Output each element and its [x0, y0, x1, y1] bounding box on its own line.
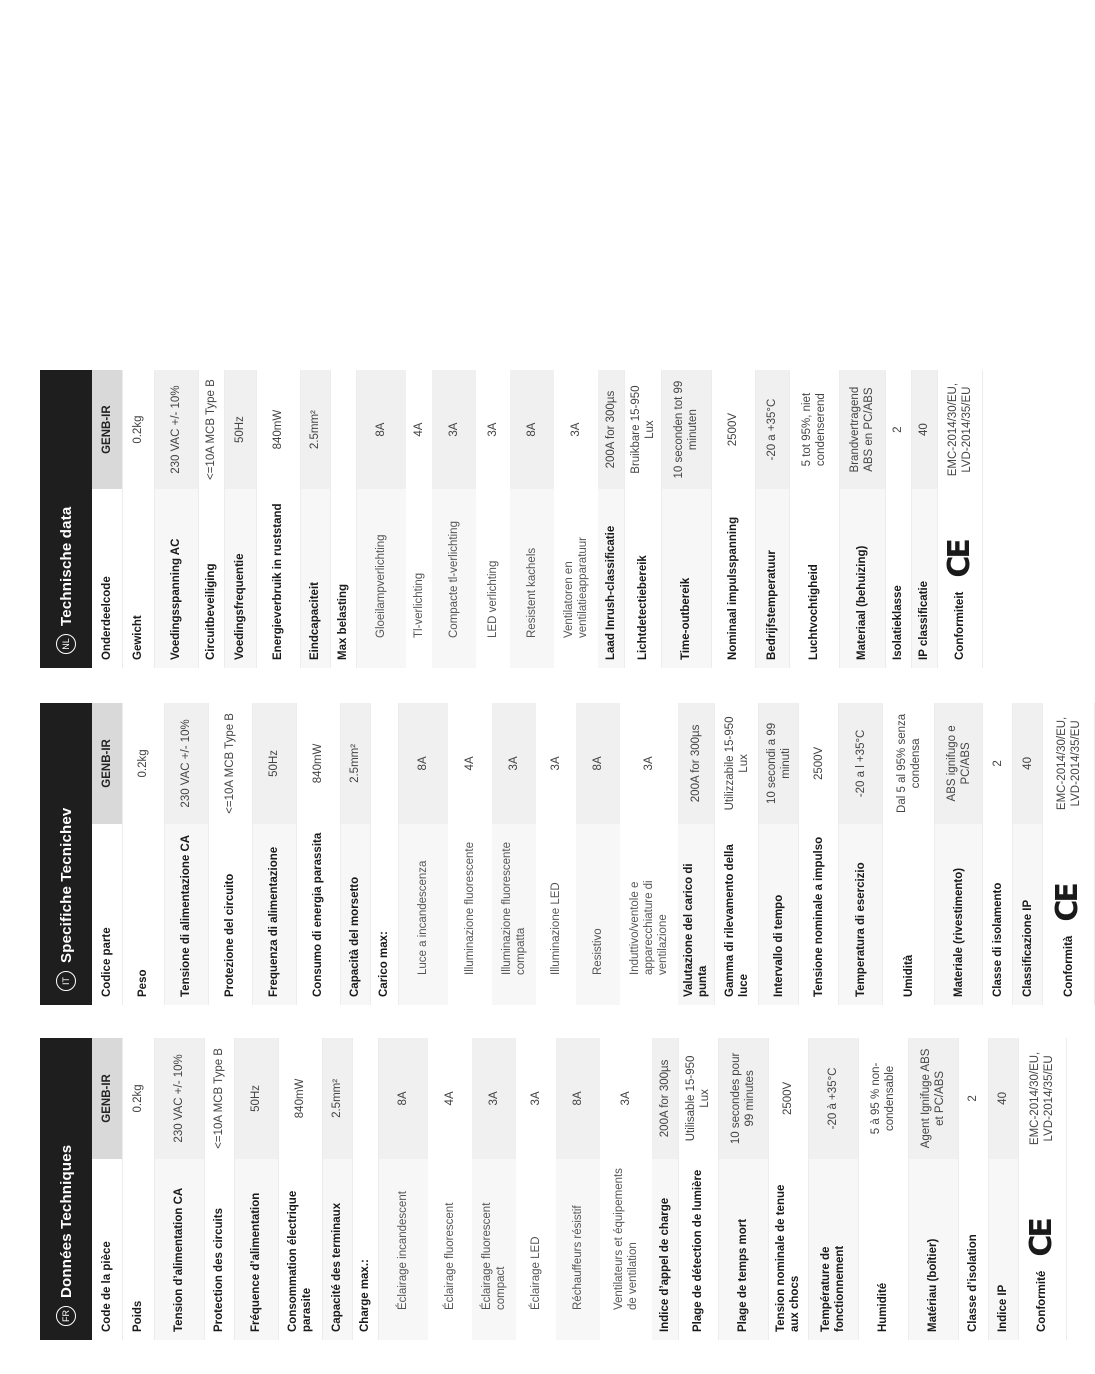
spec-label: Consumo di energia parassita	[296, 824, 340, 1005]
spec-value: ABS ignifugo e PC/ABS	[935, 703, 983, 824]
spec-sub-label: Éclairage fluorescent compact	[472, 1159, 516, 1340]
spec-label-cell	[937, 489, 983, 668]
ce-mark-icon: CE	[1050, 885, 1086, 922]
spec-value: 3A	[549, 756, 562, 771]
spec-value: 8A	[576, 703, 620, 824]
spec-sub-label: Luce a incandescenza	[398, 824, 448, 1005]
spec-sub-label: Éclairage fluorescent	[443, 1202, 456, 1310]
spec-value: <=10A MCB Type B	[204, 1038, 234, 1159]
spec-label: Gewicht	[122, 489, 154, 668]
spec-value: 8A	[356, 370, 406, 489]
spec-sub-label: Éclairage LED	[529, 1236, 542, 1310]
spec-label: Classificazione IP	[1013, 824, 1043, 1005]
spec-label: Code de la pièce	[92, 1159, 122, 1340]
spec-label: Capacità del morsetto	[340, 824, 370, 1005]
spec-row	[296, 703, 340, 1005]
spec-row	[808, 1038, 858, 1340]
spec-label: Materiale (rivestimento)	[935, 824, 983, 1005]
spec-panel-fr	[40, 1038, 1059, 1340]
spec-row	[476, 370, 510, 668]
spec-label: Plage de détection de lumière	[678, 1159, 718, 1340]
spec-row	[406, 370, 432, 668]
spec-value: 40	[988, 1038, 1018, 1159]
spec-value	[330, 370, 356, 489]
spec-row	[556, 1038, 600, 1340]
spec-row	[356, 370, 406, 668]
spec-label: Onderdeelcode	[92, 489, 122, 668]
spec-label: Carico max:	[370, 824, 398, 1005]
spec-value: 3A	[529, 1091, 542, 1106]
spec-label: Tensione nominale a impulso	[799, 824, 839, 1005]
spec-row	[224, 370, 256, 668]
spec-value: 840mW	[296, 703, 340, 824]
spec-label: Intervallo di tempo	[759, 824, 799, 1005]
spec-label: Conformité	[1035, 1270, 1048, 1332]
spec-label: Indice IP	[988, 1159, 1018, 1340]
spec-value: 200A for 300µs	[678, 703, 715, 824]
spec-row	[958, 1038, 988, 1340]
spec-row	[378, 1038, 428, 1340]
spec-value: 4A	[412, 422, 425, 437]
spec-value: <=10A MCB Type B	[208, 703, 252, 824]
spec-table	[92, 370, 983, 668]
spec-value: 3A	[432, 370, 476, 489]
spec-value: 840mW	[278, 1038, 322, 1159]
spec-value: 0.2kg	[122, 370, 154, 489]
spec-value: 2.5mm²	[300, 370, 330, 489]
spec-label-cell	[1043, 824, 1095, 1005]
spec-row	[883, 703, 935, 1005]
spec-sub-label: Compacte tl-verlichting	[432, 489, 476, 668]
spec-row	[711, 370, 755, 668]
spec-label: Conformiteit	[953, 591, 966, 660]
spec-row	[1013, 703, 1043, 1005]
spec-row	[300, 370, 330, 668]
spec-row	[432, 370, 476, 668]
spec-label: Temperatura di esercizio	[839, 824, 883, 1005]
panel-header	[40, 703, 92, 1005]
spec-value: 840mW	[256, 370, 300, 489]
spec-label: Bedrijfstemperatuur	[755, 489, 789, 668]
spec-label: Luchtvochtigheid	[789, 489, 839, 668]
part-code-value: GENB-IR	[92, 370, 122, 489]
spec-sub-label: Illuminazione fluorescente compatta	[492, 824, 536, 1005]
spec-label: Classe d’isolation	[958, 1159, 988, 1340]
spec-value: Bruikbare 15-950 Lux	[624, 370, 661, 489]
spec-row	[1018, 1038, 1066, 1340]
spec-label: Protezione del circuito	[208, 824, 252, 1005]
spec-row	[204, 1038, 234, 1340]
spec-label: Gamma di rilevamento della luce	[715, 824, 759, 1005]
spec-value: 2500V	[711, 370, 755, 489]
spec-value: 3A	[486, 422, 499, 437]
spec-label: Valutazione del carico di punta	[678, 824, 715, 1005]
spec-label: Max belasting	[330, 489, 356, 668]
spec-row	[885, 370, 911, 668]
spec-label: Time-outbereik	[661, 489, 711, 668]
spec-label: Codice parte	[92, 824, 122, 1005]
spec-row	[620, 703, 678, 1005]
spec-row	[510, 370, 554, 668]
spec-row	[678, 1038, 718, 1340]
spec-value: 230 VAC +/- 10%	[154, 370, 198, 489]
spec-row	[154, 370, 198, 668]
spec-row	[352, 1038, 378, 1340]
spec-value: EMC-2014/30/EU, LVD-2014/35/EU	[937, 370, 983, 489]
spec-row	[252, 703, 296, 1005]
spec-value: Brandvertragend ABS en PC/ABS	[839, 370, 885, 489]
spec-table	[92, 1038, 1067, 1340]
spec-row	[92, 703, 122, 1005]
spec-value: Utilizzabile 15-950 Lux	[715, 703, 759, 824]
spec-row	[652, 1038, 678, 1340]
spec-row	[208, 703, 252, 1005]
spec-label: Materiaal (behuizing)	[839, 489, 885, 668]
spec-value: 200A for 300µs	[598, 370, 624, 489]
spec-value: 40	[1013, 703, 1043, 824]
spec-sub-label: Ventilatoren en ventilatieapparatuur	[562, 536, 589, 638]
spec-label: Eindcapaciteit	[300, 489, 330, 668]
spec-value: 8A	[510, 370, 554, 489]
spec-value: 2.5mm²	[322, 1038, 352, 1159]
spec-row	[983, 703, 1013, 1005]
spec-value: -20 a l +35°C	[839, 703, 883, 824]
spec-row	[715, 703, 759, 1005]
spec-label: Lichtdetectiebereik	[624, 489, 661, 668]
spec-value: 3A	[472, 1038, 516, 1159]
spec-label: Capacité des terminaux	[322, 1159, 352, 1340]
language-badge: NL	[56, 634, 76, 654]
panel-title: Technische data	[57, 506, 75, 626]
spec-row	[92, 370, 122, 668]
spec-sub-label: LED verlichting	[486, 560, 499, 638]
spec-value: Agent Ignifuge ABS et PC/ABS	[908, 1038, 958, 1159]
spec-label: Poids	[122, 1159, 154, 1340]
spec-row	[340, 703, 370, 1005]
spec-value: Utilisable 15-950 Lux	[678, 1038, 718, 1159]
spec-label: Laad Inrush-classificatie	[598, 489, 624, 668]
spec-sub-label: Induttivo/ventole e apparecchiature di ventilazione	[628, 880, 669, 975]
spec-row	[759, 703, 799, 1005]
spec-value: EMC-2014/30/EU, LVD-2014/35/EU	[1043, 703, 1095, 824]
spec-row	[198, 370, 224, 668]
part-code-value: GENB-IR	[92, 703, 122, 824]
spec-value: <=10A MCB Type B	[198, 370, 224, 489]
spec-sub-label: Réchauffeurs résistif	[556, 1159, 600, 1340]
spec-row	[448, 703, 492, 1005]
panel-header	[40, 1038, 92, 1340]
spec-row	[322, 1038, 352, 1340]
spec-value: 2500V	[768, 1038, 808, 1159]
spec-label: Température de fonctionnement	[808, 1159, 858, 1340]
ce-mark-icon: CE	[941, 541, 977, 578]
spec-row	[789, 370, 839, 668]
spec-value: 3A	[642, 756, 655, 771]
spec-sub-label: Tl-verlichting	[412, 572, 425, 638]
spec-row	[911, 370, 937, 668]
spec-value: 2500V	[799, 703, 839, 824]
spec-label: Circuitbeveiliging	[198, 489, 224, 668]
spec-value: EMC-2014/30/EU, LVD-2014/35/EU	[1018, 1038, 1066, 1159]
spec-row	[234, 1038, 278, 1340]
spec-row	[536, 703, 576, 1005]
spec-row	[472, 1038, 516, 1340]
spec-row	[768, 1038, 808, 1340]
spec-row	[398, 703, 448, 1005]
spec-value: 8A	[556, 1038, 600, 1159]
spec-row	[576, 703, 620, 1005]
spec-value: 50Hz	[252, 703, 296, 824]
spec-value: Dal 5 al 95% senza condensa	[883, 703, 935, 824]
spec-row	[256, 370, 300, 668]
spec-row	[908, 1038, 958, 1340]
spec-row	[122, 1038, 154, 1340]
spec-row	[988, 1038, 1018, 1340]
spec-label: Conformità	[1062, 935, 1075, 997]
spec-value: -20 à +35°C	[808, 1038, 858, 1159]
spec-row	[554, 370, 598, 668]
spec-row	[492, 703, 536, 1005]
panel-title: Specifiche Tecnichev	[57, 807, 75, 963]
spec-row	[858, 1038, 908, 1340]
spec-row	[92, 1038, 122, 1340]
spec-label: Consommation électrique parasite	[278, 1159, 322, 1340]
spec-value: 2	[983, 703, 1013, 824]
spec-row	[154, 1038, 204, 1340]
spec-row	[839, 703, 883, 1005]
spec-row	[428, 1038, 472, 1340]
spec-row	[624, 370, 661, 668]
spec-table	[92, 703, 1095, 1005]
spec-label: Tension nominale de tenue aux chocs	[768, 1159, 808, 1340]
spec-label: IP classificatie	[911, 489, 937, 668]
spec-value: 40	[911, 370, 937, 489]
spec-row	[937, 370, 983, 668]
spec-panel-it	[40, 703, 1086, 1005]
spec-value: 10 secondes pour 99 minutes	[718, 1038, 768, 1159]
spec-value: 10 secondi a 99 minuti	[759, 703, 799, 824]
spec-value: 8A	[398, 703, 448, 824]
spec-row	[799, 703, 839, 1005]
spec-value	[352, 1038, 378, 1159]
spec-row	[516, 1038, 556, 1340]
spec-label: Protection des circuits	[204, 1159, 234, 1340]
spec-value: 2	[885, 370, 911, 489]
spec-value: 200A for 300µs	[652, 1038, 678, 1159]
spec-label: Peso	[122, 824, 164, 1005]
spec-sub-label: Resistent kachels	[510, 489, 554, 668]
spec-value	[370, 703, 398, 824]
spec-value: 4A	[443, 1091, 456, 1106]
spec-label: Voedingsspanning AC	[154, 489, 198, 668]
spec-label: Tensione di alimentazione CA	[164, 824, 208, 1005]
spec-value: 8A	[378, 1038, 428, 1159]
spec-sub-label: Gloeilampverlichting	[356, 489, 406, 668]
spec-label: Indice d’appel de charge	[652, 1159, 678, 1340]
spec-value: 2.5mm²	[340, 703, 370, 824]
spec-row	[718, 1038, 768, 1340]
spec-value: 2	[958, 1038, 988, 1159]
spec-label: Frequenza di alimentazione	[252, 824, 296, 1005]
spec-sub-label: Illuminazione fluorescente	[463, 842, 476, 975]
spec-label: Classe di isolamento	[983, 824, 1013, 1005]
spec-row	[164, 703, 208, 1005]
spec-value: 5 tot 95%, niet condenserend	[789, 370, 839, 489]
spec-sub-label: Éclairage incandescent	[378, 1159, 428, 1340]
spec-value: -20 a +35°C	[755, 370, 789, 489]
spec-label: Humidité	[858, 1159, 908, 1340]
spec-row	[278, 1038, 322, 1340]
spec-sub-label: Ventilateurs et équipements de ventilation	[612, 1168, 639, 1310]
spec-row	[370, 703, 398, 1005]
spec-label: Fréquence d’alimentation	[234, 1159, 278, 1340]
spec-row	[661, 370, 711, 668]
spec-value: 3A	[569, 422, 582, 437]
language-badge: IT	[56, 971, 76, 991]
spec-value: 10 seconden tot 99 minuten	[661, 370, 711, 489]
spec-sub-label: Resistivo	[576, 824, 620, 1005]
spec-value: 50Hz	[234, 1038, 278, 1159]
spec-value: 5 à 95 % non-condensable	[858, 1038, 908, 1159]
spec-row	[1043, 703, 1095, 1005]
spec-sub-label: Illuminazione LED	[549, 882, 562, 975]
spec-label: Voedingsfrequentie	[224, 489, 256, 668]
spec-value: 3A	[619, 1091, 632, 1106]
spec-label: Umidità	[883, 824, 935, 1005]
spec-row	[330, 370, 356, 668]
spec-value: 4A	[463, 756, 476, 771]
spec-label: Plage de temps mort	[718, 1159, 768, 1340]
spec-value: 230 VAC +/- 10%	[154, 1038, 204, 1159]
panel-header	[40, 370, 92, 668]
spec-label-cell	[1018, 1159, 1066, 1340]
language-badge: FR	[56, 1306, 76, 1326]
spec-label: Matériau (boîtier)	[908, 1159, 958, 1340]
spec-label: Energieverbruik in ruststand	[256, 489, 300, 668]
spec-row	[122, 370, 154, 668]
spec-value: 3A	[492, 703, 536, 824]
panel-title: Données Techniques	[57, 1144, 75, 1298]
spec-row	[935, 703, 983, 1005]
spec-row	[600, 1038, 652, 1340]
spec-label: Isolatieklasse	[885, 489, 911, 668]
spec-row	[678, 703, 715, 1005]
spec-row	[839, 370, 885, 668]
spec-row	[122, 703, 164, 1005]
spec-value: 230 VAC +/- 10%	[164, 703, 208, 824]
ce-mark-icon: CE	[1023, 1220, 1059, 1257]
spec-label: Charge max.:	[352, 1159, 378, 1340]
spec-value: 50Hz	[224, 370, 256, 489]
spec-row	[755, 370, 789, 668]
spec-label: Nominaal impulsspanning	[711, 489, 755, 668]
spec-panel-nl	[40, 370, 977, 668]
spec-row	[598, 370, 624, 668]
spec-value: 0.2kg	[122, 703, 164, 824]
part-code-value: GENB-IR	[92, 1038, 122, 1159]
spec-label: Tension d’alimentation CA	[154, 1159, 204, 1340]
spec-value: 0.2kg	[122, 1038, 154, 1159]
